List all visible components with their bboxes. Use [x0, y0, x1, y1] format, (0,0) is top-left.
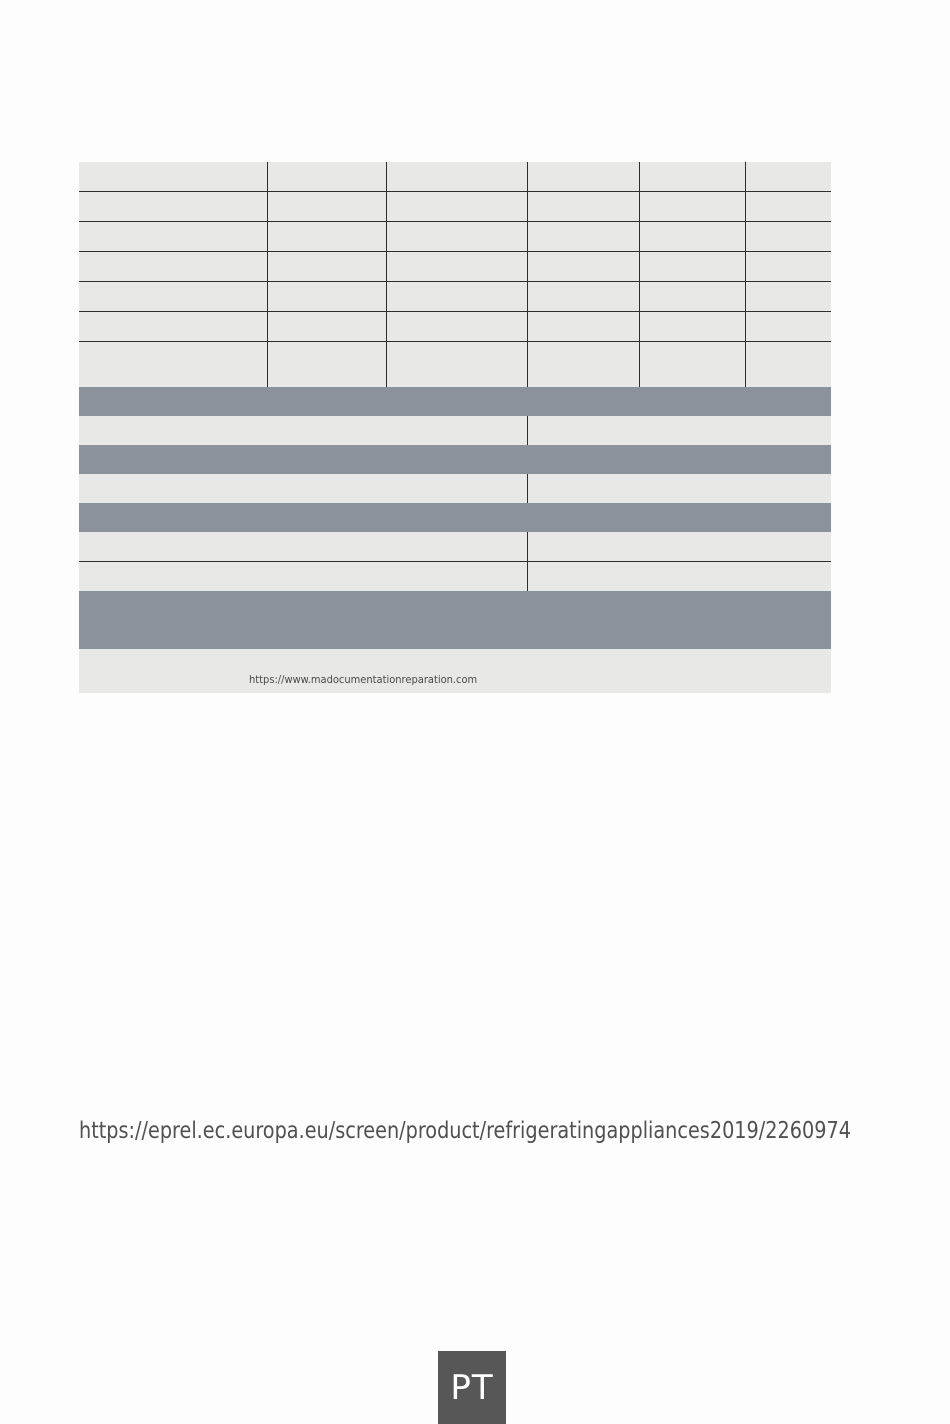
split-cell-left	[79, 416, 528, 445]
table-cell	[527, 162, 639, 192]
table-cell	[79, 222, 267, 252]
table-cell	[639, 342, 745, 388]
table-cell	[386, 282, 527, 312]
split-row	[79, 532, 831, 561]
table-cell	[267, 192, 386, 222]
table-row	[79, 312, 831, 342]
manufacturer-link[interactable]: https://www.madocumentationreparation.com	[249, 673, 478, 686]
section-header-band	[79, 591, 831, 649]
table-cell	[267, 312, 386, 342]
table-row	[79, 192, 831, 222]
table-cell	[745, 192, 831, 222]
table-cell	[386, 342, 527, 388]
footer-cell	[79, 649, 831, 693]
split-cell-right	[528, 416, 831, 445]
table-cell	[745, 252, 831, 282]
eprel-url[interactable]: https://eprel.ec.europa.eu/screen/product/refrigeratingappliances2019/2260974	[79, 1118, 851, 1144]
table-cell	[639, 282, 745, 312]
table-cell	[386, 252, 527, 282]
table-cell	[639, 192, 745, 222]
table-cell	[267, 252, 386, 282]
split-row	[79, 416, 831, 445]
split-row	[79, 474, 831, 503]
split-cell-right	[528, 474, 831, 503]
table-cell	[267, 162, 386, 192]
table-cell	[527, 192, 639, 222]
language-code: PT	[450, 1367, 494, 1408]
table-row	[79, 342, 831, 388]
table-cell	[745, 282, 831, 312]
section-header-band	[79, 445, 831, 474]
table-cell	[527, 222, 639, 252]
table-cell	[745, 342, 831, 388]
split-cell-left	[79, 562, 528, 591]
table-cell	[639, 162, 745, 192]
table-cell	[79, 162, 267, 192]
table-cell	[79, 342, 267, 388]
table-cell	[79, 252, 267, 282]
section-header-band	[79, 503, 831, 532]
table-cell	[639, 312, 745, 342]
table-cell	[79, 312, 267, 342]
split-cell-left	[79, 532, 528, 561]
table-cell	[386, 222, 527, 252]
table-row	[79, 282, 831, 312]
table-cell	[267, 222, 386, 252]
table-cell	[79, 192, 267, 222]
spec-grid-table	[79, 162, 831, 387]
table-cell	[745, 162, 831, 192]
table-cell	[527, 342, 639, 388]
table-row	[79, 222, 831, 252]
split-cell-right	[528, 532, 831, 561]
split-cell-right	[528, 562, 831, 591]
table-cell	[79, 282, 267, 312]
table-cell	[527, 282, 639, 312]
split-cell-left	[79, 474, 528, 503]
language-tab	[438, 1351, 506, 1424]
table-cell	[386, 312, 527, 342]
table-row	[79, 162, 831, 192]
table-cell	[639, 222, 745, 252]
table-row	[79, 252, 831, 282]
split-row	[79, 561, 831, 591]
table-cell	[745, 312, 831, 342]
table-cell	[745, 222, 831, 252]
table-cell	[267, 342, 386, 388]
table-cell	[527, 312, 639, 342]
section-header-band	[79, 387, 831, 416]
table-cell	[386, 192, 527, 222]
table-cell	[639, 252, 745, 282]
table-cell	[527, 252, 639, 282]
table-cell	[386, 162, 527, 192]
product-info-sheet	[79, 162, 831, 693]
table-cell	[267, 282, 386, 312]
